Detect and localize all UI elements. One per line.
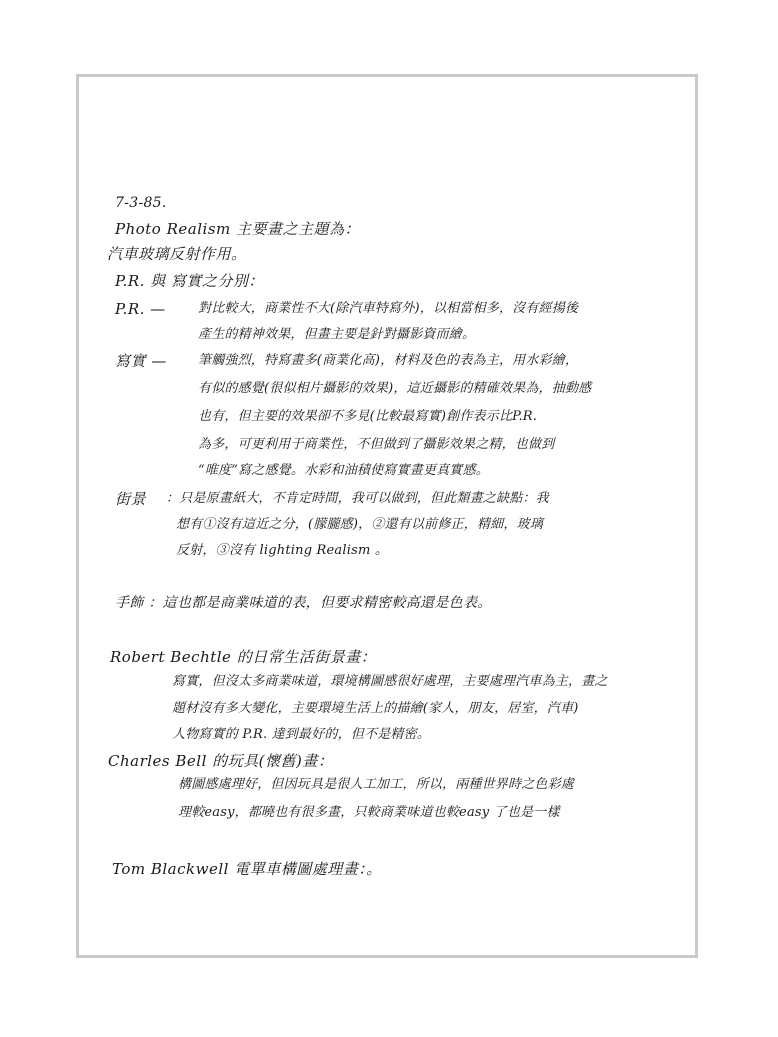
blackwell-line: Tom Blackwell 電單車構圖處理畫：。 xyxy=(112,860,382,878)
street-line-1: ：只是原畫紙大，不肯定時間，我可以做到，但此類畫之缺點：我 xyxy=(166,491,549,506)
bechtle-line-2: 題材沒有多大變化，主要環境生活上的描繪(家人，朋友，居室，汽車) xyxy=(172,701,579,716)
date: 7-3-85. xyxy=(115,195,167,211)
bell-line-1: 構圖感處理好，但因玩具是很人工加工，所以，兩種世界時之色彩處 xyxy=(178,777,575,792)
pr-vs-realism-heading: P.R. 與 寫實之分別： xyxy=(115,272,264,290)
bell-line-2: 理較easy，都曉也有很多畫，只較商業味道也較easy 了也是一樣 xyxy=(178,805,560,820)
bechtle-heading: Robert Bechtle 的日常生活街景畫： xyxy=(110,648,377,666)
realism-line-5: “唯度”寫之感覺。水彩和油積使寫實畫更真實感。 xyxy=(198,463,489,478)
photo-realism-subject: 汽車玻璃反射作用。 xyxy=(107,245,247,263)
realism-line-3: 也有，但主要的效果卻不多見(比較最寫實)創作表示比P.R. xyxy=(198,409,538,424)
bell-heading: Charles Bell 的玩具(懷舊)畫： xyxy=(108,752,334,770)
realism-line-2: 有似的感覺(很似相片攝影的效果)，這近攝影的精確效果為，抽動感 xyxy=(198,381,592,396)
realism-line-4: 為多，可更利用于商業性，不但做到了攝影效果之精，也做到 xyxy=(198,437,555,452)
pr-line-2: 產生的精神效果，但畫主要是針對攝影資而繪。 xyxy=(198,327,476,342)
realism-label: 寫實 — xyxy=(115,352,167,370)
realism-line-1: 筆觸強烈，特寫畫多(商業化高)，材料及色的表為主，用水彩繪， xyxy=(198,353,579,368)
photo-realism-title: Photo Realism 主要畫之主題為： xyxy=(115,220,361,238)
street-label: 街景 xyxy=(115,490,147,508)
pr-line-1: 對比較大，商業性不大(除汽車特寫外)，以相當相多，沒有經揚後 xyxy=(198,301,579,316)
pr-label: P.R. — xyxy=(115,300,166,318)
accessories-line: 手飾 ：這也都是商業味道的表，但要求精密較高還是色表。 xyxy=(115,595,492,611)
bechtle-line-1: 寫實，但沒太多商業味道，環境構圖感很好處理，主要處理汽車為主，畫之 xyxy=(172,674,608,689)
street-line-2: 想有①沒有這近之分，(朦朧感)，②還有以前修正，精細，玻璃 xyxy=(176,517,543,532)
street-line-3: 反射，③沒有 lighting Realism 。 xyxy=(176,543,389,558)
bechtle-line-3: 人物寫實的 P.R. 達到最好的，但不是精密。 xyxy=(172,727,431,742)
